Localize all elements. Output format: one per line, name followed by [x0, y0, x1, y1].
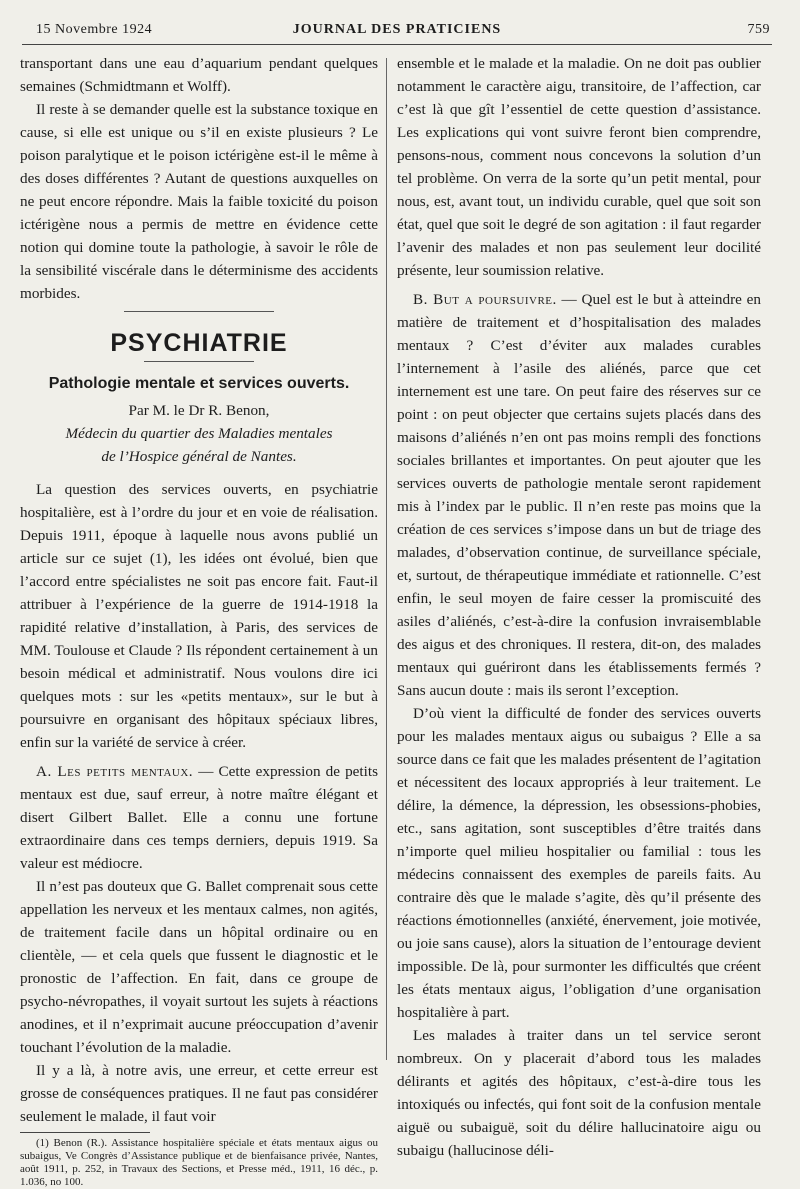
- column-divider: [386, 58, 387, 1060]
- paragraph: ensemble et le malade et la maladie. On ne doit pas oublier notamment le caractère aigu, transitoire, de l’affection, car c’est là que gît l’essentiel de cette question d’assistance. Les explications qui vont suivre feront bien comprendre, pensons-nous, comment nous concevons la solution d’un tel problème. On verra de la sorte qu’un petit mental, pour nous, est, avant tout, un individu curable, quel que soit son état, quel que soit le degré de son agitation : il faut regarder l’avenir des malades et non pas seulement leur docilité présente, leur soumission relative.: [397, 55, 761, 279]
- section-title: PSYCHIATRIE: [110, 329, 288, 357]
- paragraph: A. Les petits mentaux. — Cette expression de petits mentaux est due, sauf erreur, à notre maître élégant et disert Gilbert Ballet. Elle a connu une fortune extraordinaire dans ces temps derniers, depuis 1919. Sa valeur est médiocre.: [20, 763, 378, 872]
- separator-rule: [144, 361, 254, 362]
- right-column: [397, 52, 761, 1162]
- paragraph: transportant dans une eau d’aquarium pendant quelques semaines (Schmidtmann et Wolff).: [20, 55, 378, 95]
- paragraph: Il n’est pas douteux que G. Ballet comprenait sous cette appellation les nerveux et les mentaux calmes, non agités, de traitement facile dans un hôpital ordinaire ou en clientèle, — et cela quels que fussent le diagnostic et le pronostic de l’affection. En fait, dans ce groupe de psycho-névropathes, il voyait surtout les sujets à réactions anodines, et il n’exprimait aucune préoccupation d’avenir touchant l’évolution de la maladie.: [20, 878, 378, 1056]
- author-affiliation: Médecin du quartier des Maladies mentales: [65, 425, 333, 442]
- article-title: Pathologie mentale et services ouverts.: [48, 375, 350, 392]
- footnote: (1) Benon (R.). Assistance hospitalière spéciale et états mentaux aigus ou subaigus, Ve Congrès d’Assistance publique et de bienfaisance privée, Nantes, août 1911, p. 252, in Travaux des Sections, et Presse méd., 1911, 16 déc., p. 1.036, no 100.: [20, 1137, 378, 1188]
- paragraph: B. But a poursuivre. — Quel est le but à atteindre en matière de traitement et d’hospitalisation des malades mentaux ? C’est d’éviter aux malades curables l’internement à l’asile des aliénés, parce que cet internement est une tare. On peut faire des réserves sur ce point : on peut objecter que certains sujets placés dans des maisons d’aliénés n’en ont pas moins rempli des fonctions sociales brillantes et importantes. On peut ajouter que les services ouverts de pathologie mentale seront rapidement mis à l’index par le public. Il n’en reste pas moins que la création de ces services s’impose dans un but de triage des malades, d’observation continue, de surveillance spéciale, et, surtout, de thérapeutique immédiate et rationnelle. C’est enfin, le seul moyen de faire cesser la promiscuité des asiles d’aliénés, c’est-à-dire la confusion invraisemblable des aigus et des chroniques. Il restera, dit-on, des malades mentaux qui guériront dans les établissements fermés ? Sans aucun doute : mais ils seront l’exception.: [397, 291, 761, 699]
- author-affiliation: de l’Hospice général de Nantes.: [101, 448, 297, 465]
- paragraph: La question des services ouverts, en psychiatrie hospitalière, est à l’ordre du jour et en voie de réalisation. Depuis 1911, époque à laquelle nous avons publié un article sur ce sujet (1), les idées ont évolué, bien que l’accord entre spécialistes ne soit pas encore fait. Faut-il attribuer à l’expérience de la guerre de 1914-1918 la rapidité relative d’installation, à Paris, des services de MM. Toulouse et Claude ? Ils répondent certainement à un besoin médical et administratif. Nous voulons dire ici quelques mots : sur les «petits mentaux», sur le but à poursuivre en organisant des hôpitaux spéciaux libres, enfin sur la variété de service à créer.: [20, 481, 378, 751]
- footnote-rule: [20, 1132, 150, 1133]
- article-author: Par M. le Dr R. Benon,: [128, 402, 270, 419]
- paragraph: Les malades à traiter dans un tel service seront nombreux. On y placerait d’abord tous les malades délirants et agités des hôpitaux, c’est-à-dire tous les intoxiqués ou infectés, qui font soit de la confusion mentale aiguë ou subaiguë, soit du délire hallucinatoire aigu ou subaigu (hallucinose déli-: [397, 1027, 761, 1159]
- separator-rule: [124, 311, 274, 312]
- paragraph: D’où vient la difficulté de fonder des services ouverts pour les malades mentaux aigus ou subaigus ? Elle a sa source dans ce fait que les malades présentent de l’agitation et nécessitent des locaux appropriés à leur traitement. Le délire, la démence, la dépression, les obsessions-phobies, etc., sans agitation, sont susceptibles d’être traités dans n’importe quel milieu hospitalier ou familial : tous les médecins connaissent des exemples de pareils faits. Au contraire dès que le malade s’agite, dès qu’il présente des réactions émotionnelles (anxiété, énervement, joie motivée, ou joie sans cause), alors la situation de l’entourage devient impossible. De là, pour surmonter les difficultés que créent les états mentaux aigus, l’obligation d’une organisation hospitalière à part.: [397, 705, 761, 1021]
- left-column: [20, 52, 378, 1189]
- journal-title: JOURNAL DES PRATICIENS: [292, 22, 502, 37]
- paragraph: Il y a là, à notre avis, une erreur, et cette erreur est grosse de conséquences pratiques. Il ne faut pas considérer seulement le malade, il faut voir: [20, 1062, 378, 1125]
- issue-date: 15 Novembre 1924: [36, 22, 153, 37]
- running-header: [22, 20, 772, 45]
- subsection-heading: B. But a poursuivre.: [413, 291, 557, 308]
- paragraph: Il reste à se demander quelle est la substance toxique en cause, si elle est unique ou s’il en existe plusieurs ? Le poison paralytique et le poison ictérigène est-il le même à des doses différentes ? Autant de questions auxquelles on ne peut encore répondre. Mais la faible toxicité du poison ictérigène nous a permis de mettre en évidence cette notion qui domine toute la pathologie, à savoir le rôle de la sensibilité viscérale dans le déterminisme des accidents morbides.: [20, 101, 378, 302]
- page-number: 759: [747, 22, 770, 37]
- subsection-heading: A. Les petits mentaux.: [36, 763, 194, 780]
